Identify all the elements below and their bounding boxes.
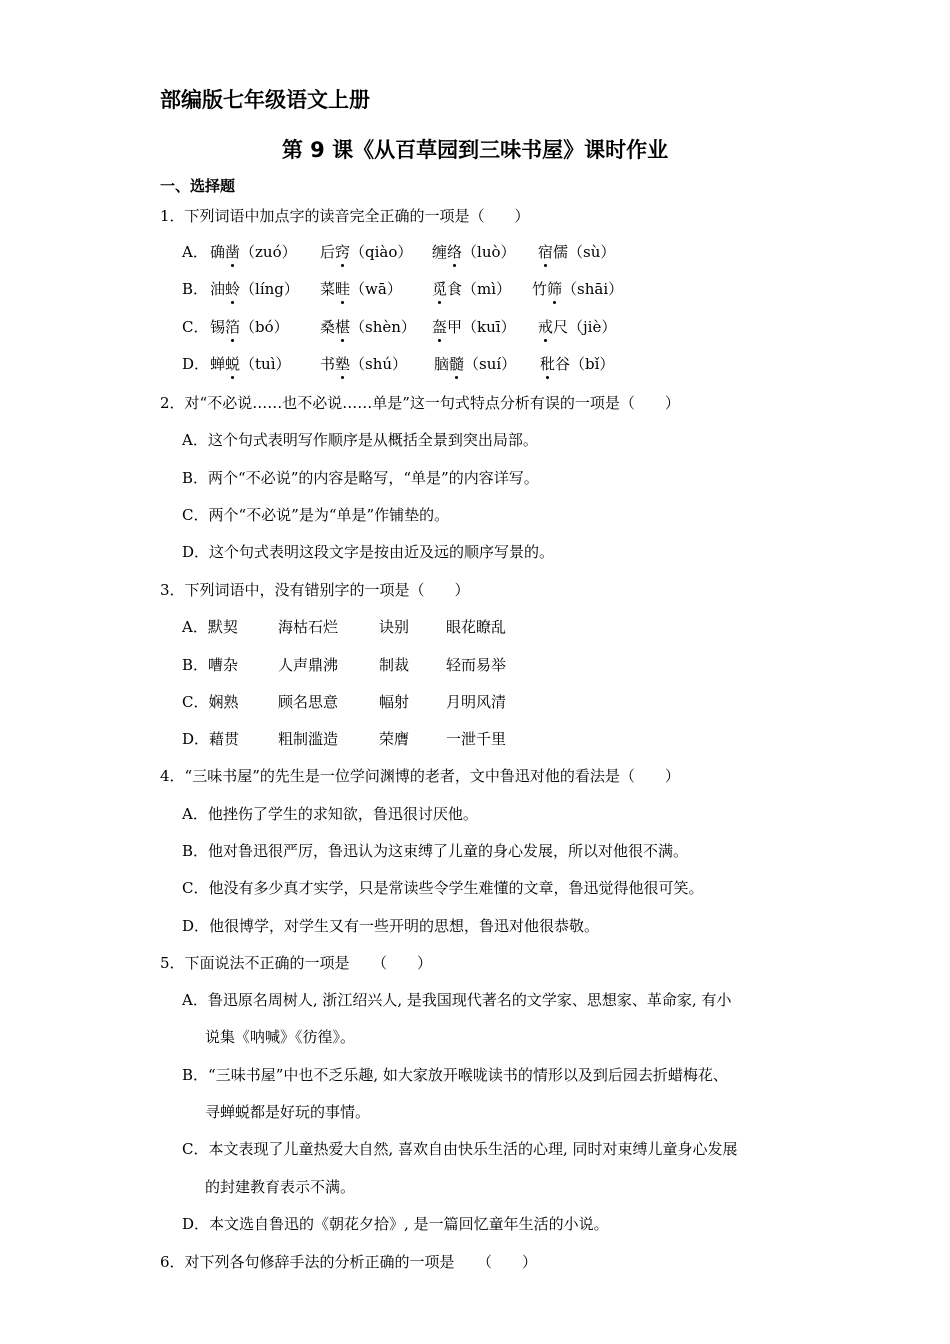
- word: 书塾（shú）: [320, 355, 408, 373]
- question-1-option-d: [182, 353, 614, 374]
- word: 蝉蜕（tuì）: [210, 355, 291, 373]
- question-2-stem: 2．对“不必说……也不必说……单是”这一句式特点分析有误的一项是（ ）: [160, 394, 680, 412]
- question-2-option-a: A．这个句式表明写作顺序是从概括全景到突出局部。: [182, 431, 538, 449]
- term: 轻而易举: [446, 656, 507, 674]
- word: 竹筛（shāi）: [532, 280, 624, 298]
- option-label: B．: [182, 280, 209, 298]
- word: 戒尺（jiè）: [538, 318, 617, 336]
- word: 油蛉（líng）: [210, 280, 299, 298]
- section-heading: 一、选择题: [160, 177, 236, 195]
- question-3-option-b: [182, 654, 506, 675]
- lesson-title: 第 9 课《从百草园到三味书屋》课时作业: [281, 138, 669, 162]
- question-5-option-b: B．“三味书屋”中也不乏乐趣, 如大家放开喉咙读书的情形以及到后园去折蜡梅花、: [182, 1066, 728, 1084]
- question-4-option-a: A．他挫伤了学生的求知欲，鲁迅很讨厌他。: [182, 805, 478, 823]
- question-2-option-b: B．两个“不必说”的内容是略写，“单是”的内容详写。: [182, 469, 539, 487]
- term: 幅射: [379, 693, 410, 711]
- question-2-option-d: D．这个句式表明这段文字是按由近及远的顺序写景的。: [182, 543, 555, 561]
- question-1-option-b: [182, 278, 623, 299]
- word: 脑髓（suí）: [434, 355, 517, 373]
- word: 确凿（zuó）: [210, 243, 297, 261]
- question-5-option-a: A．鲁迅原名周树人, 浙江绍兴人, 是我国现代著名的文学家、思想家、革命家, 有小: [182, 991, 732, 1009]
- term: 月明风清: [446, 693, 507, 711]
- word: 缠络（luò）: [432, 243, 516, 261]
- question-1-option-c: [182, 316, 616, 337]
- term: B．嘈杂: [182, 656, 239, 674]
- question-3-option-c: [182, 691, 506, 712]
- question-6-stem: 6．对下列各句修辞手法的分析正确的一项是 （ ）: [160, 1253, 538, 1271]
- question-2-option-c: C．两个“不必说”是为“单是”作铺垫的。: [182, 506, 450, 524]
- word: 宿儒（sù）: [538, 243, 616, 261]
- question-5-option-c-cont: 的封建教育表示不满。: [205, 1178, 356, 1196]
- option-label: D．: [182, 355, 210, 373]
- question-5-option-c: C．本文表现了儿童热爱大自然, 喜欢自由快乐生活的心理, 同时对束缚儿童身心发展: [182, 1140, 738, 1158]
- question-5-option-d: D．本文选自鲁迅的《朝花夕拾》, 是一篇回忆童年生活的小说。: [182, 1215, 609, 1233]
- word: 盔甲（kuī）: [432, 318, 516, 336]
- term: 制裁: [379, 656, 410, 674]
- question-3-option-d: [182, 728, 506, 749]
- term: 粗制滥造: [278, 730, 339, 748]
- question-1-option-a: [182, 241, 615, 262]
- term: D．藉贯: [182, 730, 240, 748]
- question-3-option-a: [182, 616, 506, 637]
- term: 人声鼎沸: [278, 656, 339, 674]
- word: 觅食（mì）: [432, 280, 512, 298]
- term: C．娴熟: [182, 693, 239, 711]
- question-4-option-c: C．他没有多少真才实学，只是常读些令学生难懂的文章，鲁迅觉得他很可笑。: [182, 879, 704, 897]
- question-5-option-b-cont: 寻蝉蜕都是好玩的事情。: [205, 1103, 371, 1121]
- term: 一泄千里: [446, 730, 507, 748]
- option-label: A．: [182, 243, 208, 261]
- word: 秕谷（bǐ）: [540, 355, 615, 373]
- option-label: C．: [182, 318, 209, 336]
- question-4-option-b: B．他对鲁迅很严厉，鲁迅认为这束缚了儿童的身心发展，所以对他很不满。: [182, 842, 689, 860]
- question-5-option-a-cont: 说集《呐喊》《彷徨》。: [205, 1028, 356, 1046]
- word: 菜畦（wā）: [320, 280, 402, 298]
- question-4-stem: 4．“三味书屋”的先生是一位学问渊博的老者，文中鲁迅对他的看法是（ ）: [160, 767, 680, 785]
- page-title: 部编版七年级语文上册: [160, 88, 370, 112]
- word: 锡箔（bó）: [210, 318, 289, 336]
- term: 诀别: [379, 618, 410, 636]
- word: 后窍（qiào）: [320, 243, 413, 261]
- word: 桑椹（shèn）: [320, 318, 416, 336]
- question-3-stem: 3．下列词语中，没有错别字的一项是（ ）: [160, 581, 470, 599]
- term: 眼花瞭乱: [446, 618, 507, 636]
- term: 荣膺: [379, 730, 410, 748]
- question-4-option-d: D．他很博学，对学生又有一些开明的思想，鲁迅对他很恭敬。: [182, 917, 600, 935]
- term: 海枯石烂: [278, 618, 339, 636]
- term: 顾名思意: [278, 693, 339, 711]
- question-5-stem: 5．下面说法不正确的一项是 （ ）: [160, 954, 433, 972]
- question-1-stem: 1．下列词语中加点字的读音完全正确的一项是（ ）: [160, 207, 530, 225]
- term: A．默契: [182, 618, 238, 636]
